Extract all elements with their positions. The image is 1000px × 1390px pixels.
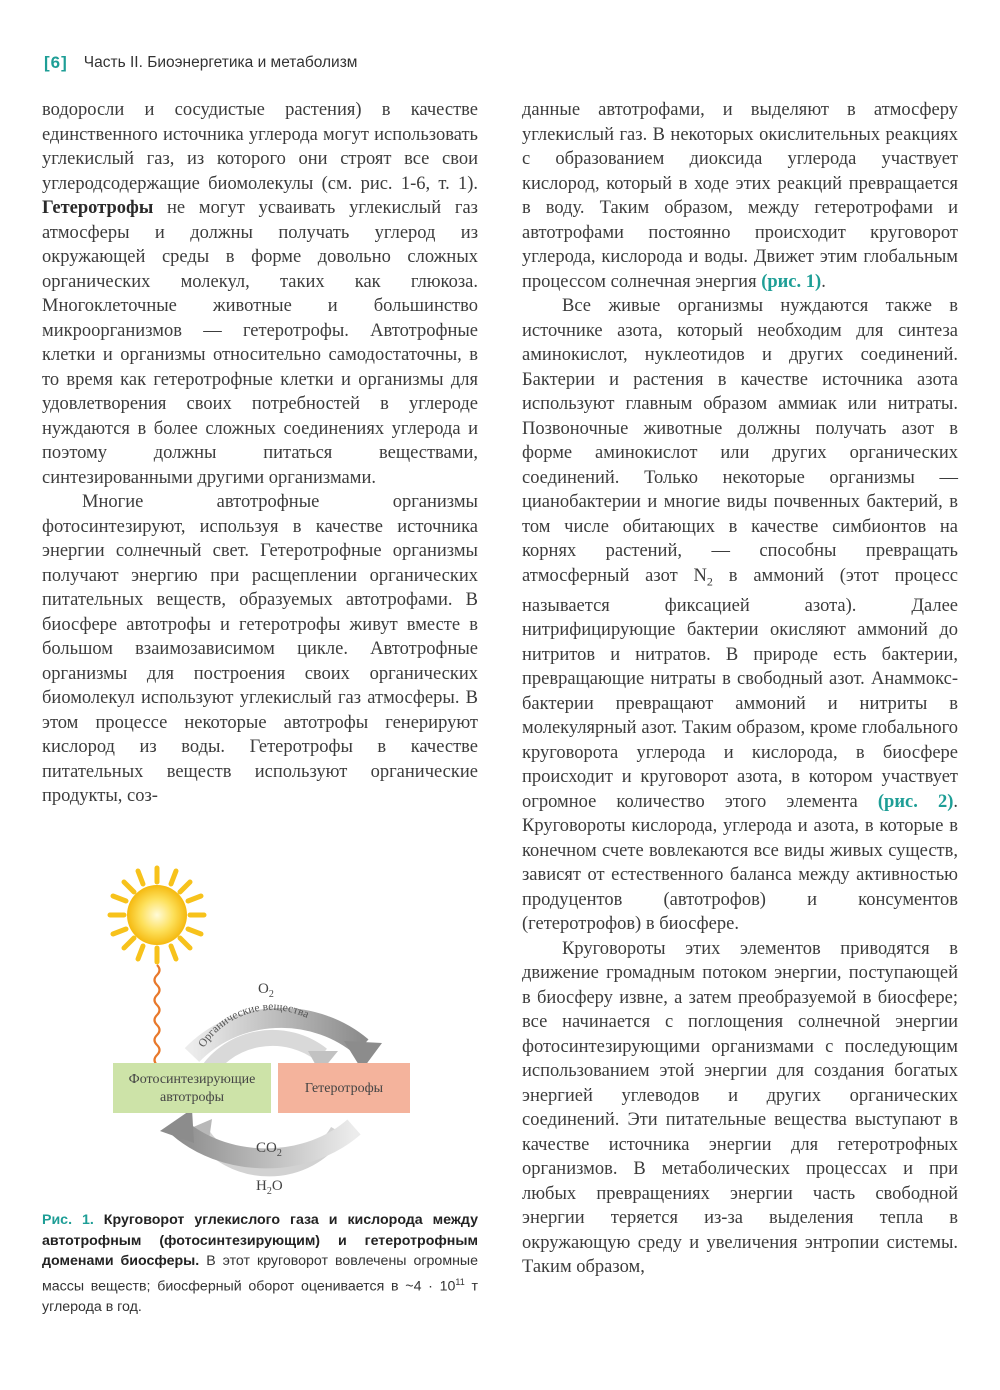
cycle-diagram-svg	[100, 865, 430, 1200]
right-paragraph-3: Круговороты этих элементов приводятся в движение громадным потоком энергии, поступающей в биосферу извне, а затем преобразуемой в биосфере; все начинается с поглощения солнечной энергии фотосинтезирующими организмами с последующим использованием этой энергии для создания богатых энергией углеводов и других органических соединений. Эти питательные вещества выступают в качестве источника энергии для гетеротрофных организмов. В метаболических процессах и при любых превращениях энергии часть свободной энергии теряется из-за выделения тепла в окружающую среду и увеличения энтропии системы. Таким образом,	[522, 938, 958, 1278]
term-heterotrophs: Гетеротрофы	[42, 198, 154, 218]
heterotrophs-label: Гетеротрофы	[304, 1081, 384, 1096]
organic-substances-label: Органические вещества	[196, 1000, 311, 1050]
n2-symbol: N	[693, 565, 707, 586]
right-p2-text-c: . Круговороты кислорода, углерода и азота, в которые в конечном счете вовлекаются все виды живых существ, зависят от естественного баланса между активностью продуцентов (автотрофов) и консументов (гетеротрофов) в биосфере.	[522, 791, 958, 935]
right-p2-text-b: в аммоний (этот процесс называется фиксацией азота). Далее нитрифицирующие бактерии окисляют аммоний до нитритов и нитратов. В природе есть бактерии, превращающие нитраты в свободный азот. Анаммокс-бактерии превращают аммоний и нитриты в молекулярный азот. Таким образом, кроме глобального круговорота углерода и кислорода, в биосфере происходит и круговорот азота, в котором участвует огромное количество этого элемента	[522, 565, 958, 812]
caption-title: Круговорот углекислого газа и кислорода между автотрофным (фотосинтезирующим) и гетеротрофным доменами биосферы.	[42, 1212, 478, 1270]
page-number: [6]	[44, 53, 68, 72]
caption-exponent: 11	[455, 1276, 465, 1287]
right-column	[522, 98, 958, 1280]
right-p1-text-b: .	[821, 271, 826, 292]
figure-1-caption	[42, 1210, 478, 1318]
right-paragraph-1	[522, 98, 958, 294]
o2-label: $O_2$	[258, 981, 274, 1000]
left-column	[42, 98, 478, 809]
left-p1-text-a: водоросли и сосудистые растения) в качестве единственного источника углерода могут использовать углекислый газ, из которого они строят все свои углеродсодержащие биомолекулы (см. рис. 1-6, т. 1).	[42, 100, 478, 194]
sun-icon	[110, 868, 204, 962]
right-p2-text-a: Все живые организмы нуждаются также в источнике азота, который необходим для синтеза аминокислот, нуклеотидов и других соединений. Бактерии и растения в качестве источника азота используют главным образом аммиак или нитраты. Позвоночные животные должны получать азот в форме аминокислот или других органических соединений. Только некоторые организмы — цианобактерии и многие виды почвенных бактерий, в том числе обитающих в качестве симбионтов на корнях растений, — способны превращать атмосферный азот	[522, 296, 958, 586]
left-paragraph-1	[42, 98, 478, 490]
right-paragraph-2	[522, 294, 958, 937]
caption-text-a: В этот круговорот вовлечены огромные массы веществ; биосферный оборот оценивается в ~4 · 10	[42, 1253, 478, 1295]
figure-1-link[interactable]: (рис. 1)	[761, 271, 822, 292]
co2-label: $CO_2$	[256, 1140, 282, 1159]
caption-label: Рис. 1.	[42, 1212, 94, 1228]
autotrophs-label-line2: автотрофы	[160, 1090, 224, 1105]
h2o-label: $H_2O$	[256, 1178, 283, 1197]
left-p1-text-b: не могут усваивать углекислый газ атмосферы и должны получать углерод из окружающей среды в форме довольно сложных органических молекул, таких как глюкоза. Многоклеточные животные и большинство микроорганизмов — гетеротрофы. Автотрофные клетки и организмы относительно самодостаточны, в то время как гетеротрофные клетки и организмы для удовлетворения своих потребностей в углероде нуждаются в более сложных соединениях углерода и поэтому должны питаться веществами, синтезированными другими организмами.	[42, 198, 478, 488]
right-p1-text-a: данные автотрофами, и выделяют в атмосферу углекислый газ. В некоторых окислительных реакциях с образованием диоксида углерода участвует кислород, который в ходе этих реакций превращается в воду. Таким образом, между гетеротрофами и автотрофами постоянно происходит круговорот углерода, кислорода и воды. Движет этим глобальным процессом солнечная энергия	[522, 100, 958, 292]
section-title: Часть II. Биоэнергетика и метаболизм	[83, 54, 358, 71]
autotrophs-label-line1: Фотосинтезирующие	[128, 1072, 256, 1087]
autotrophs-box	[113, 1063, 271, 1113]
figure-1-diagram	[100, 865, 430, 1200]
page-header	[44, 50, 357, 76]
n2-subscript: 2	[706, 574, 713, 589]
left-paragraph-2: Многие автотрофные организмы фотосинтезируют, используя в качестве источника энергии солнечный свет. Гетеротрофные организмы получают энергию при расщеплении органических питательных веществ, образуемых автотрофами. В биосфере автотрофы и гетеротрофы живут вместе в большом взаимозависимом цикле. Автотрофные организмы для построения своих органических биомолекул используют углекислый газ атмосферы. В этом процессе некоторые автотрофы генерируют кислород из воды. Гетеротрофы в качестве питательных веществ используют органические продукты, соз-	[42, 492, 478, 806]
figure-2-link[interactable]: (рис. 2)	[877, 791, 954, 812]
caption-text-b: т углерода в год.	[42, 1278, 478, 1316]
